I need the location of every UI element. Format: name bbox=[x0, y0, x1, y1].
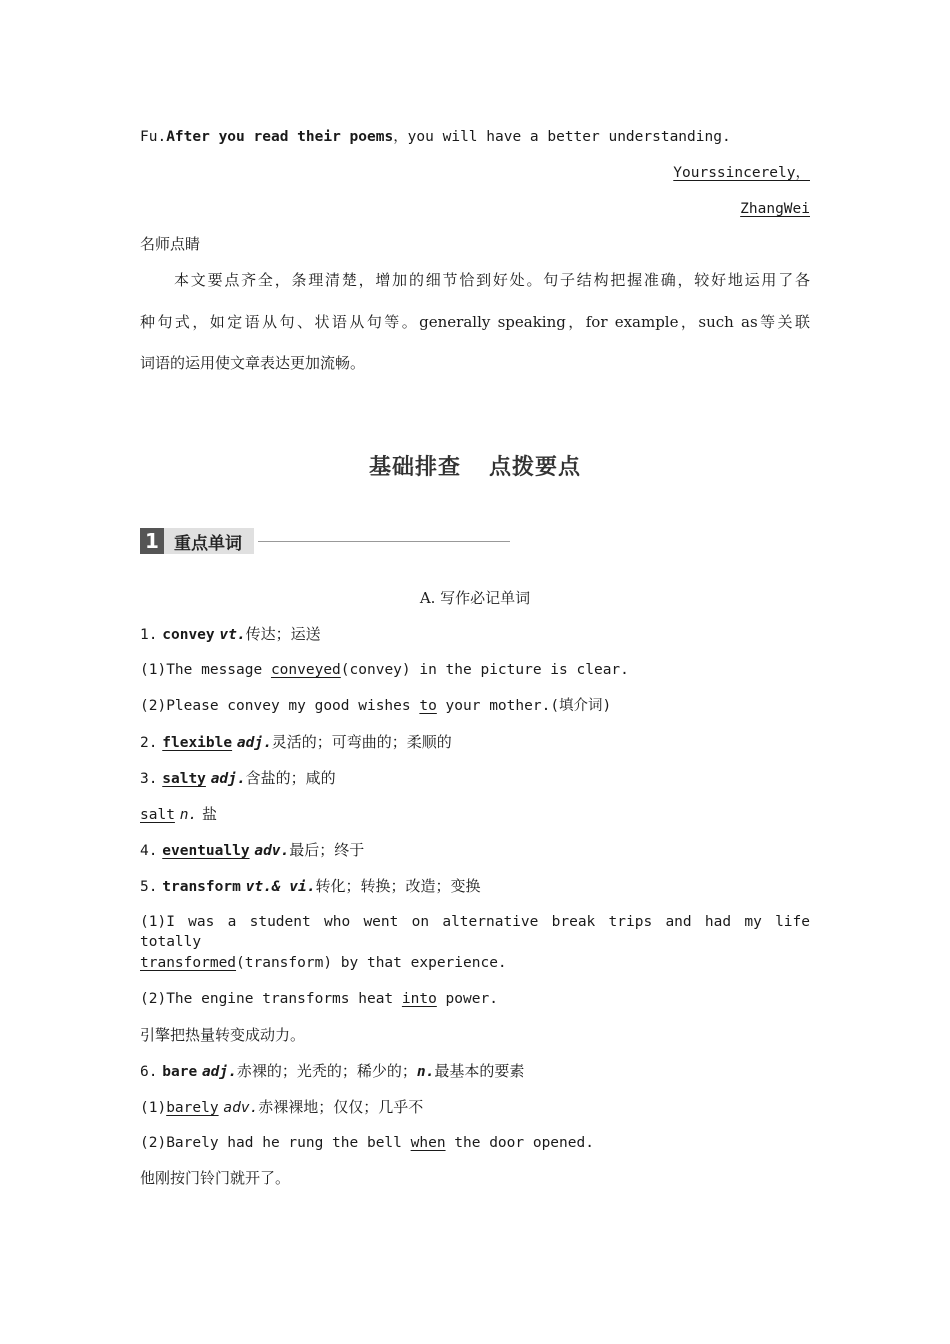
section-title bbox=[0, 450, 950, 481]
vocab-word: bare bbox=[162, 1064, 198, 1080]
example-5-1a: (1)I was a student who went on alternative break trips and had my life totally bbox=[140, 914, 810, 950]
example-5-2 bbox=[140, 989, 498, 1009]
vocab-word: flexible bbox=[162, 735, 233, 751]
item-number: 3. bbox=[140, 771, 158, 787]
part-of-speech: vt.& vi. bbox=[245, 879, 316, 895]
example-6-2 bbox=[140, 1133, 594, 1153]
part-of-speech: n. bbox=[179, 807, 198, 823]
derived-word: salt bbox=[140, 807, 175, 823]
example-text: (1)The message bbox=[140, 662, 271, 678]
vocab-item-6 bbox=[140, 1061, 524, 1082]
item-number: 5. bbox=[140, 879, 158, 895]
answer-blank: barely bbox=[166, 1100, 219, 1116]
vocab-word: convey bbox=[162, 627, 215, 643]
section-title-part-b: 点拨要点 bbox=[489, 455, 582, 480]
vocab-meaning: 含盐的；咸的 bbox=[245, 769, 336, 787]
vocab-meaning: 最基本的要素 bbox=[434, 1062, 525, 1080]
translation-6-2: 他刚按门铃门就开了。 bbox=[140, 1169, 291, 1187]
commentary-line-3: 词语的运用使文章表达更加流畅。 bbox=[140, 354, 366, 372]
example-text: (2)The engine transforms heat bbox=[140, 991, 402, 1007]
section-header-badge bbox=[140, 528, 510, 554]
example-text: (1) bbox=[140, 1100, 167, 1116]
part-of-speech: adj. bbox=[236, 735, 272, 751]
vocab-meaning: 传达；运送 bbox=[245, 625, 321, 643]
derived-word-3 bbox=[140, 804, 217, 825]
example-text: your mother.(填介词) bbox=[436, 698, 612, 714]
example-6-1 bbox=[140, 1097, 423, 1118]
vocab-item-3 bbox=[140, 768, 336, 789]
item-number: 4. bbox=[140, 843, 158, 859]
part-of-speech: adv. bbox=[223, 1100, 259, 1116]
answer-blank: to bbox=[419, 698, 437, 714]
commentary-line-1: 本文要点齐全，条理清楚，增加的细节恰到好处。句子结构把握准确，较好地运用了各 bbox=[174, 271, 810, 289]
answer-blank: transformed bbox=[140, 955, 237, 971]
part-of-speech: adv. bbox=[254, 843, 290, 859]
vocab-meaning: 转化；转换；改造；变换 bbox=[315, 877, 481, 895]
letter-signature: ZhangWei bbox=[740, 201, 810, 217]
vocab-word: transform bbox=[162, 879, 241, 895]
vocab-meaning: 最后；终于 bbox=[289, 841, 365, 859]
subsection-title: A. 写作必记单词 bbox=[419, 589, 531, 607]
letter-bold-text: After you read their poems bbox=[166, 129, 394, 145]
vocab-meaning: 赤裸的；光秃的；稀少的； bbox=[236, 1062, 417, 1080]
example-text: (2)Barely had he rung the bell bbox=[140, 1135, 411, 1151]
letter-closing: Yourssincerely， bbox=[673, 165, 810, 181]
item-number: 2. bbox=[140, 735, 158, 751]
part-of-speech: adj. bbox=[201, 1064, 237, 1080]
example-text: (2)Please convey my good wishes bbox=[140, 698, 420, 714]
example-text: (transform) by that experience. bbox=[236, 955, 507, 971]
answer-blank: when bbox=[410, 1135, 446, 1151]
vocab-item-2 bbox=[140, 732, 452, 753]
answer-blank: into bbox=[401, 991, 437, 1007]
vocab-meaning: 盐 bbox=[201, 805, 217, 823]
vocab-meaning: 赤裸裸地；仅仅；几乎不 bbox=[258, 1098, 424, 1116]
part-of-speech: vt. bbox=[219, 627, 246, 643]
vocab-item-1 bbox=[140, 624, 321, 645]
badge-label: 重点单词 bbox=[164, 528, 254, 554]
part-of-speech: n. bbox=[416, 1064, 435, 1080]
vocab-item-4 bbox=[140, 840, 364, 861]
part-of-speech: adj. bbox=[210, 771, 246, 787]
letter-prefix: Fu. bbox=[140, 129, 167, 145]
commentary-line-2: 种句式，如定语从句、状语从句等。generally speaking，for example，such as等关联 bbox=[140, 313, 810, 331]
example-1-2 bbox=[140, 696, 611, 716]
badge-number: 1 bbox=[140, 528, 164, 554]
section-title-part-a: 基础排查 bbox=[368, 455, 461, 480]
example-text: the door opened. bbox=[445, 1135, 594, 1151]
vocab-meaning: 灵活的；可弯曲的；柔顺的 bbox=[271, 733, 452, 751]
commentary-heading: 名师点睛 bbox=[140, 235, 201, 253]
translation-5-2: 引擎把热量转变成动力。 bbox=[140, 1026, 306, 1044]
vocab-item-5 bbox=[140, 876, 480, 897]
item-number: 1. bbox=[140, 627, 158, 643]
example-text: power. bbox=[436, 991, 498, 1007]
answer-blank: conveyed bbox=[270, 662, 341, 678]
letter-rest-text: ，you will have a better understanding. bbox=[393, 129, 731, 145]
vocab-word: eventually bbox=[162, 843, 250, 859]
header-rule bbox=[258, 541, 510, 542]
vocab-word: salty bbox=[162, 771, 206, 787]
letter-line bbox=[140, 127, 731, 147]
example-5-1b bbox=[140, 953, 507, 973]
item-number: 6. bbox=[140, 1064, 158, 1080]
example-1-1 bbox=[140, 660, 629, 680]
example-text: (convey) in the picture is clear. bbox=[340, 662, 629, 678]
